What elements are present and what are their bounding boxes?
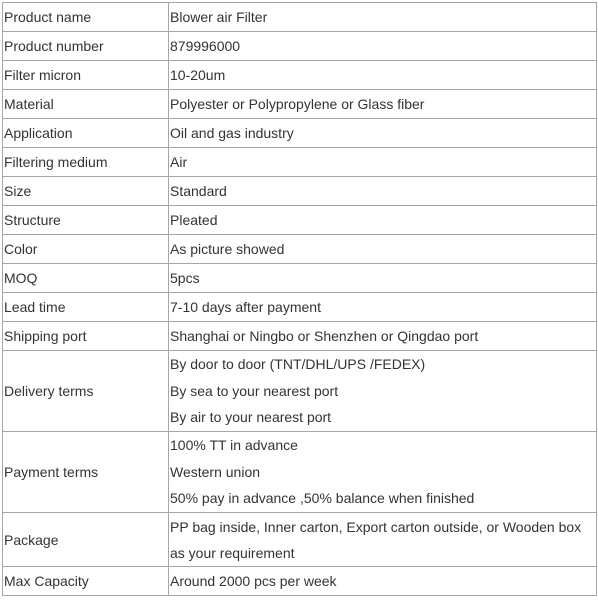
spec-value-line: As picture showed	[170, 240, 285, 257]
spec-value-line: 100% TT in advance	[170, 437, 298, 454]
table-row	[3, 322, 597, 351]
spec-label: Max Capacity	[3, 567, 169, 596]
table-row	[3, 351, 597, 432]
spec-value-line: 5pcs	[170, 269, 200, 286]
table-row	[3, 148, 597, 177]
spec-label: Delivery terms	[3, 351, 169, 432]
spec-value-line: Polyester or Polypropylene or Glass fiber	[170, 95, 425, 112]
spec-value-line: 7-10 days after payment	[170, 298, 321, 315]
spec-value	[169, 322, 597, 351]
table-row	[3, 264, 597, 293]
spec-value-line: Air	[170, 153, 188, 170]
spec-value	[169, 513, 597, 567]
spec-value	[169, 90, 597, 119]
spec-label: Material	[3, 90, 169, 119]
spec-label: Structure	[3, 206, 169, 235]
spec-value-line: Oil and gas industry	[170, 124, 294, 141]
spec-label: Package	[3, 513, 169, 567]
table-row	[3, 432, 597, 513]
spec-value-line: Western union	[170, 463, 261, 480]
spec-value	[169, 61, 597, 90]
spec-value	[169, 148, 597, 177]
table-row	[3, 293, 597, 322]
spec-value	[169, 235, 597, 264]
spec-value	[169, 264, 597, 293]
spec-label: Filter micron	[3, 61, 169, 90]
spec-value	[169, 177, 597, 206]
spec-value-line: By sea to your nearest port	[170, 382, 339, 399]
spec-value	[169, 351, 597, 432]
table-row	[3, 32, 597, 61]
spec-value-line: 50% pay in advance ,50% balance when finished	[170, 490, 475, 507]
spec-label: Size	[3, 177, 169, 206]
spec-value	[169, 3, 597, 32]
spec-value-line: By air to your nearest port	[170, 409, 332, 426]
spec-label: Application	[3, 119, 169, 148]
spec-value	[169, 119, 597, 148]
table-row	[3, 567, 597, 596]
table-row	[3, 206, 597, 235]
spec-label: Filtering medium	[3, 148, 169, 177]
spec-value	[169, 432, 597, 513]
spec-value-line: PP bag inside, Inner carton, Export carton outside, or Wooden box	[170, 518, 582, 535]
spec-value-line: Around 2000 pcs per week	[170, 572, 337, 589]
table-row	[3, 119, 597, 148]
spec-value-line: Standard	[170, 182, 227, 199]
spec-value-line: Blower air Filter	[170, 8, 268, 25]
spec-value-line: By door to door (TNT/DHL/UPS /FEDEX)	[170, 356, 426, 373]
spec-value-line: 879996000	[170, 37, 241, 54]
table-row	[3, 177, 597, 206]
spec-value	[169, 206, 597, 235]
spec-value	[169, 293, 597, 322]
product-spec-table	[2, 2, 597, 596]
spec-value-line: Pleated	[170, 211, 218, 228]
table-row	[3, 235, 597, 264]
spec-label: MOQ	[3, 264, 169, 293]
spec-value	[169, 32, 597, 61]
spec-label: Product number	[3, 32, 169, 61]
spec-value	[169, 567, 597, 596]
spec-value-line: Shanghai or Ningbo or Shenzhen or Qingdao port	[170, 327, 479, 344]
spec-label: Product name	[3, 3, 169, 32]
spec-value-line: as your requirement	[170, 544, 295, 561]
spec-label: Lead time	[3, 293, 169, 322]
spec-label: Payment terms	[3, 432, 169, 513]
spec-value-line: 10-20um	[170, 66, 226, 83]
table-row	[3, 513, 597, 567]
table-row	[3, 61, 597, 90]
spec-label: Shipping port	[3, 322, 169, 351]
table-row	[3, 90, 597, 119]
table-row	[3, 3, 597, 32]
spec-label: Color	[3, 235, 169, 264]
